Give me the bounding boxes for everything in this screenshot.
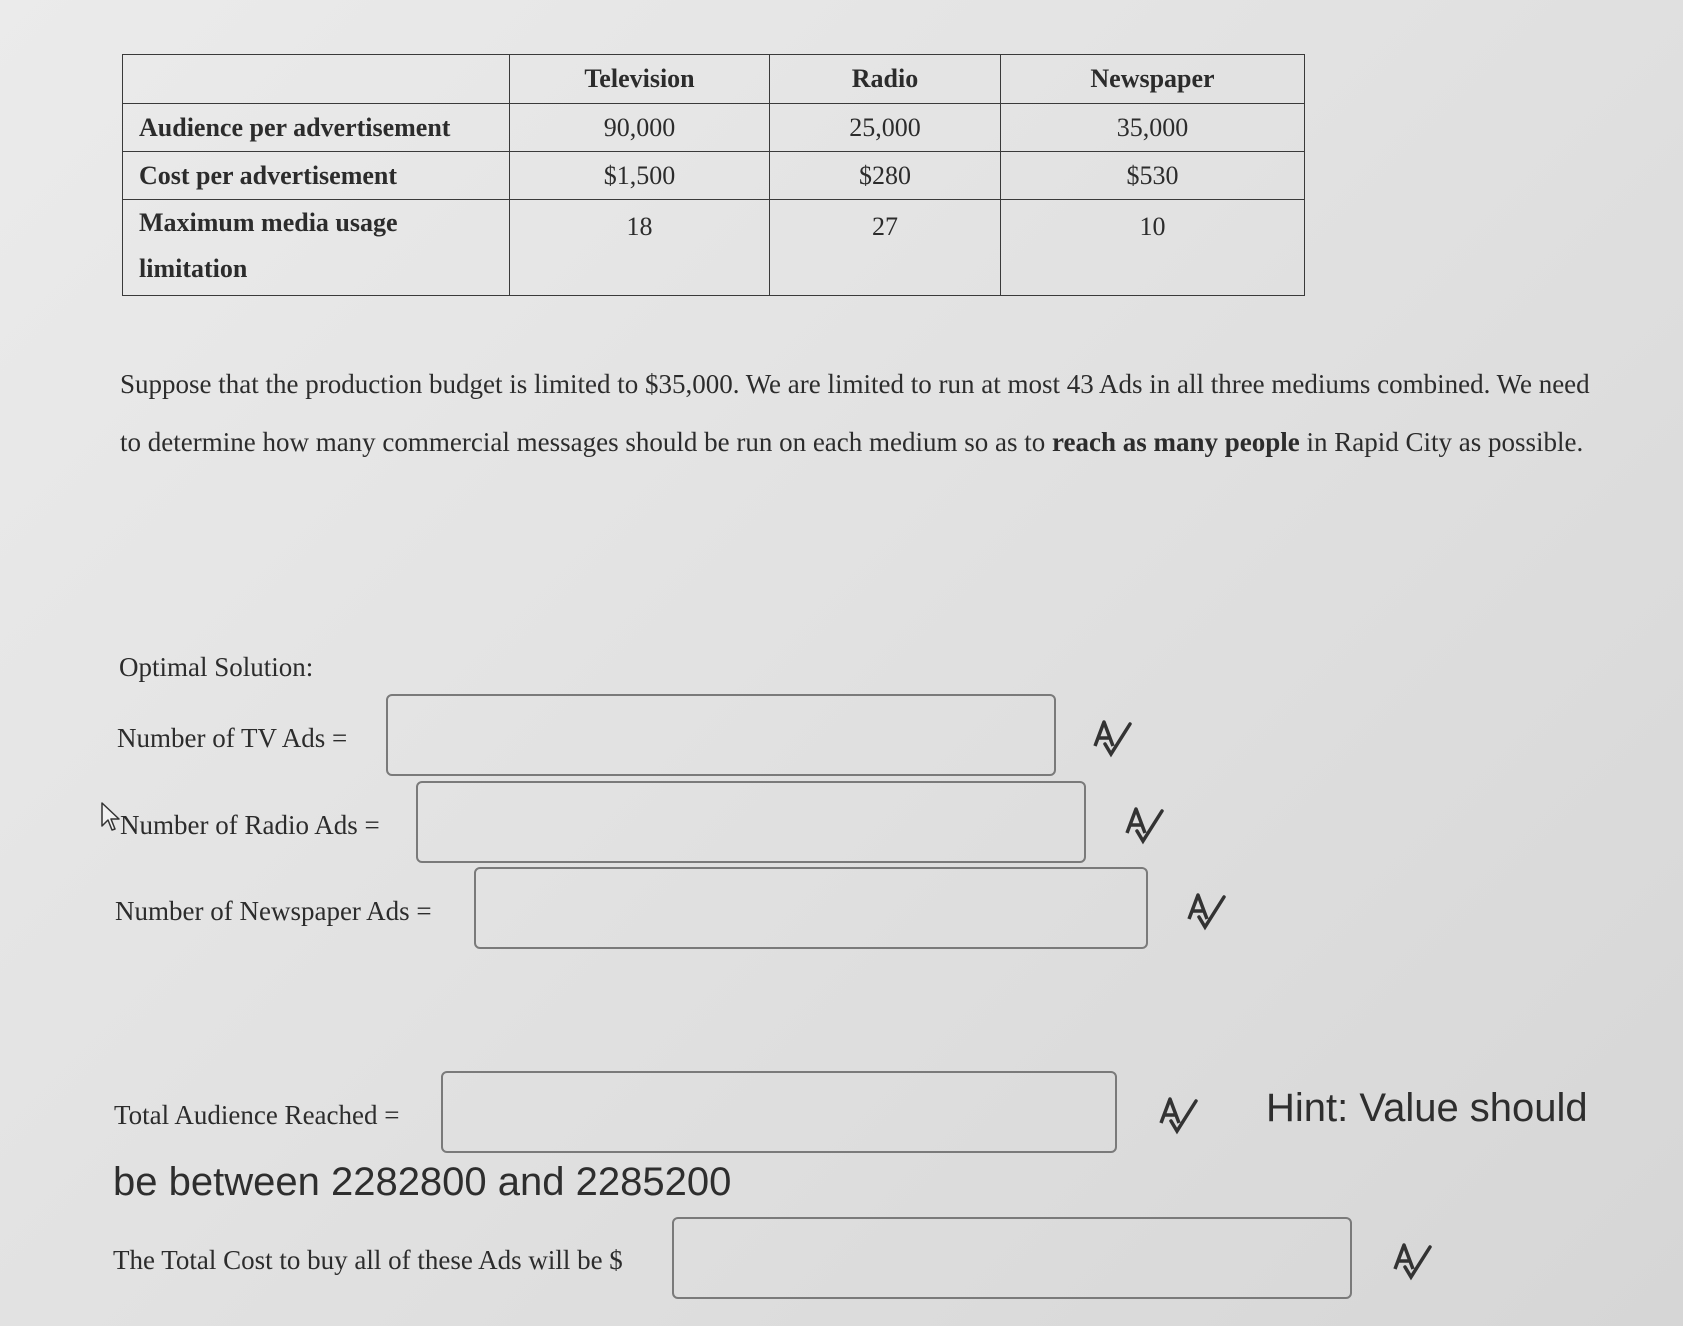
- table-cell: 10: [1001, 200, 1305, 296]
- row-label-max-usage: [123, 200, 510, 296]
- total-cost-input[interactable]: [672, 1217, 1352, 1299]
- table-header-radio: Radio: [770, 55, 1001, 104]
- table-header-television: Television: [510, 55, 770, 104]
- row-label-line: Maximum media usage: [139, 208, 398, 237]
- table-cell: $280: [770, 152, 1001, 200]
- newspaper-ads-input[interactable]: [474, 867, 1148, 949]
- table-header-newspaper: Newspaper: [1001, 55, 1305, 104]
- total-audience-input[interactable]: [441, 1071, 1117, 1153]
- hint-text: Hint: Value should: [1266, 1086, 1588, 1130]
- total-audience-label: Total Audience Reached =: [114, 1100, 400, 1130]
- table-cell: 35,000: [1001, 104, 1305, 152]
- table-cell: 25,000: [770, 104, 1001, 152]
- problem-text: Suppose that the production budget is limited to $35,000. We are limited to run at most 43 Ads in all three mediums combined. We need to determine how many commercial messages should be run on each medium so as to: [120, 369, 1590, 457]
- newspaper-ads-label: Number of Newspaper Ads =: [115, 896, 432, 926]
- radio-ads-input[interactable]: [416, 781, 1086, 863]
- total-cost-label: The Total Cost to buy all of these Ads will be $: [113, 1245, 623, 1275]
- problem-emphasis: reach as many people: [1052, 427, 1300, 457]
- tv-ads-label: Number of TV Ads =: [117, 723, 348, 753]
- mouse-pointer-icon: [101, 802, 121, 832]
- spell-check-icon[interactable]: [1124, 805, 1166, 845]
- table-row: [123, 200, 1305, 296]
- table-header-empty: [123, 55, 510, 104]
- problem-text: in Rapid City as possible.: [1299, 427, 1584, 457]
- spell-check-icon[interactable]: [1392, 1241, 1434, 1281]
- table-row: [123, 104, 1305, 152]
- row-label-line: limitation: [139, 254, 248, 283]
- radio-ads-label: Number of Radio Ads =: [120, 810, 380, 840]
- spell-check-icon[interactable]: [1092, 718, 1134, 758]
- media-table: [122, 54, 1305, 296]
- row-label-audience: Audience per advertisement: [123, 104, 510, 152]
- optimal-solution-heading: Optimal Solution:: [119, 652, 314, 682]
- table-cell: 90,000: [510, 104, 770, 152]
- table-cell: 27: [770, 200, 1001, 296]
- spell-check-icon[interactable]: [1158, 1095, 1200, 1135]
- problem-statement: [120, 355, 1610, 471]
- spell-check-icon[interactable]: [1186, 891, 1228, 931]
- table-cell: 18: [510, 200, 770, 296]
- tv-ads-input[interactable]: [386, 694, 1056, 776]
- table-cell: $1,500: [510, 152, 770, 200]
- hint-text-continued: be between 2282800 and 2285200: [113, 1160, 732, 1204]
- row-label-cost: Cost per advertisement: [123, 152, 510, 200]
- table-row: [123, 152, 1305, 200]
- table-header-row: [123, 55, 1305, 104]
- table-cell: $530: [1001, 152, 1305, 200]
